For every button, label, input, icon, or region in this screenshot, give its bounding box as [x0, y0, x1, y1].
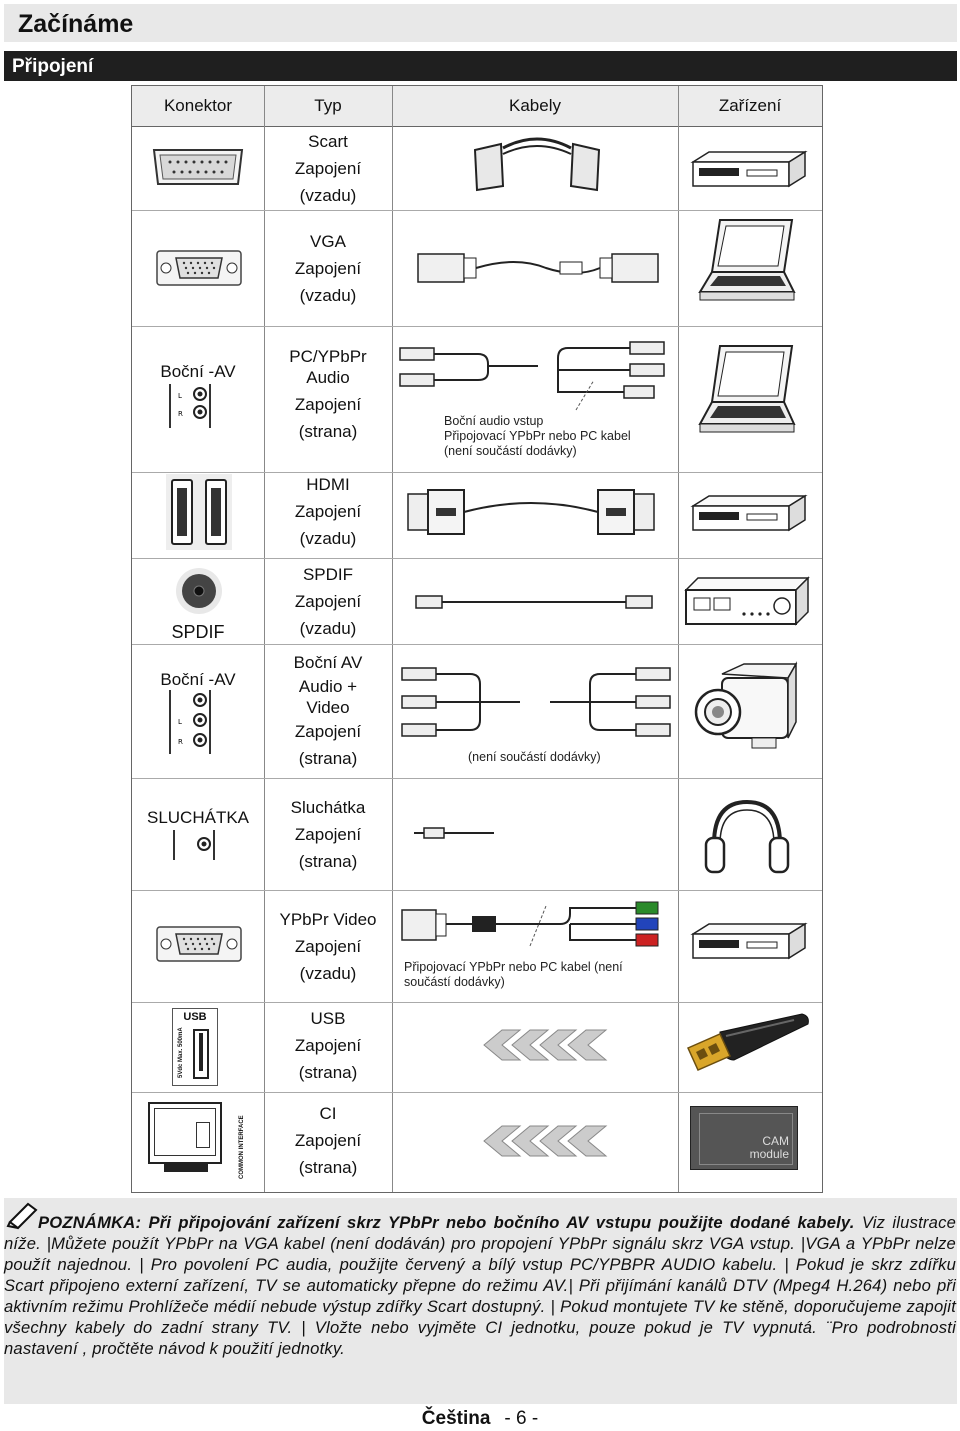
scart-connector-icon — [150, 146, 246, 190]
type-pc-ypbpr-audio: PC/YPbPr Audio Zapojení (strana) — [289, 347, 367, 441]
row-divider — [132, 1002, 822, 1003]
cam-module-device-icon: CAM module — [690, 1106, 798, 1170]
row-divider — [132, 890, 822, 891]
laptop-device-icon — [698, 342, 798, 442]
section-title: Připojení — [12, 56, 94, 77]
svg-text:R: R — [178, 410, 183, 418]
svg-text:R: R — [178, 738, 183, 746]
note-bold: Při připojování zařízení skrz YPbPr nebo bočního AV vstupu použijte dodané kabely. — [148, 1213, 855, 1232]
vga-port-icon — [156, 250, 242, 286]
connector-sublabel: COMMON INTERFACE — [239, 1115, 245, 1179]
note-rest: Viz ilustrace níže. |Můžete použít YPbPr na VGA kabel (není dodáván) pro propojení YPbPr signálu skrz VGA vstup. |VGA a YPbPr nelze použít najednou. | Pro povolení PC audia, použijte červený a bílý vstup PC/YPBPR AUDIO kabelu. | Pokud je skrz zdířku Scart připojeno externí zařízení, TV se automaticky přepne do režimu AV.| Při přijímání kanálů DTV (Mpeg4 H.264) nebo při aktivním režimu Prohlížeče médií nebude výstup zdířky Scart dostupný. | Pokud montujete TV ke stěně, doporučujeme zapojit všechny kabely do zadní strany TV. | Vložte nebo vyjměte CI jednotku, pouze pokud je TV vypnutá. ¨Pro podrobnosti nastavení , pročtěte návod k použití jednotky. — [4, 1213, 956, 1358]
row-divider — [132, 472, 822, 473]
connections-table — [131, 85, 823, 1193]
row-divider — [132, 558, 822, 559]
cable-caption: Boční audio vstup Připojovací YPbPr nebo PC kabel (není součástí dodávky) — [444, 414, 631, 458]
connector-label: SPDIF — [171, 622, 225, 642]
usb-port-icon: USB 5Vdc Max. 500mA — [172, 1008, 218, 1086]
hdmi-cable-icon — [406, 486, 656, 536]
camcorder-device-icon — [692, 662, 802, 762]
row-divider — [132, 326, 822, 327]
type-spdif: SPDIF Zapojení (vzadu) — [294, 565, 362, 638]
headphone-jack-icon — [170, 830, 218, 860]
row-divider — [132, 778, 822, 779]
svg-text:L: L — [178, 718, 182, 726]
spdif-cable-icon — [414, 594, 654, 610]
note-text: POZNÁMKA: Při připojování zařízení skrz YPbPr nebo bočního AV vstupu použijte dodané kabely. Viz ilustrace níže. |Můžete použít YPbPr na VGA kabel (není dodáván) pro propojení YPbPr signálu skrz VGA vstup. |VGA a YPbPr nelze použít najednou. | Pro povolení PC audia, použijte červený a bílý vstup PC/YPBPR AUDIO kabelu. | Pokud je skrz zdířku Scart připojeno externí zařízení, TV se automaticky přepne do režimu AV.| Při přijímání kanálů DTV (Mpeg4 H.264) nebo při aktivním režimu Prohlížeče médií nebude výstup zdířky Scart dostupný. | Pokud montujete TV ke stěně, doporučujeme zapojit všechny kabely do zadní strany TV. | Vložte nebo vyjměte CI jednotku, pouze pokud je TV vypnutá. ¨Pro podrobnosti nastavení , pročtěte návod k použití jednotky. — [4, 1213, 956, 1358]
type-ci: CI Zapojení (strana) — [294, 1104, 362, 1177]
page-title: Začínáme — [18, 10, 134, 38]
headphone-plug-icon — [414, 826, 494, 840]
column-divider — [392, 86, 393, 1192]
type-vga: VGA Zapojení (vzadu) — [294, 232, 362, 305]
connector-label: Boční -AV — [160, 670, 236, 689]
vcr-device-icon — [689, 150, 809, 190]
note-lead: POZNÁMKA — [38, 1213, 136, 1232]
header-type: Typ — [314, 96, 342, 115]
audio-amplifier-icon — [682, 576, 812, 626]
spdif-port-icon — [174, 566, 224, 616]
usb-stick-device-icon — [682, 1010, 814, 1074]
footer-language: Čeština — [421, 1408, 491, 1429]
laptop-device-icon — [698, 216, 798, 306]
type-hdmi: HDMI Zapojení (vzadu) — [294, 475, 362, 548]
header-connector: Konektor — [163, 96, 233, 115]
side-av-audio-port-icon — [166, 384, 214, 428]
tv-ci-slot-icon — [148, 1102, 222, 1164]
header-cables: Kabely — [509, 96, 561, 115]
side-av-ports-icon — [166, 690, 214, 754]
page-number: - 6 - — [504, 1408, 539, 1429]
cable-caption: (není součástí dodávky) — [468, 750, 601, 764]
scart-cable-icon — [467, 136, 607, 198]
audio-ypbpr-cable-icon — [398, 342, 674, 412]
type-scart: Scart Zapojení (vzadu) — [294, 132, 362, 205]
section-bar — [4, 51, 957, 81]
headphones-device-icon — [700, 798, 794, 878]
header-bar — [4, 4, 957, 42]
row-divider — [132, 1092, 822, 1093]
type-ypbpr-video: YPbPr Video Zapojení (vzadu) — [279, 910, 377, 983]
vga-port-icon — [156, 926, 242, 962]
av-cable-icon — [400, 664, 672, 744]
ypbpr-vga-cable-icon — [400, 898, 672, 964]
row-divider — [132, 210, 822, 211]
insert-arrows-icon — [480, 1026, 610, 1064]
vga-cable-icon — [416, 248, 660, 288]
connector-label: SLUCHÁTKA — [146, 808, 250, 827]
svg-text:L: L — [178, 392, 182, 400]
header-device: Zařízení — [718, 96, 782, 115]
row-divider — [132, 644, 822, 645]
type-headphones: Sluchátka Zapojení (strana) — [290, 798, 366, 871]
connector-label: Boční -AV — [160, 362, 236, 381]
column-divider — [678, 86, 679, 1192]
dvd-device-icon — [689, 922, 809, 962]
insert-arrows-icon — [480, 1122, 610, 1160]
cable-caption: Připojovací YPbPr nebo PC kabel (není součástí dodávky) — [404, 960, 623, 989]
type-usb: USB Zapojení (strana) — [294, 1009, 362, 1082]
hdmi-ports-icon — [166, 474, 232, 550]
table-header — [132, 86, 822, 127]
page-footer — [0, 1408, 960, 1430]
type-side-av: Boční AV Audio + Video Zapojení (strana) — [293, 653, 363, 768]
dvd-device-icon — [689, 494, 809, 534]
